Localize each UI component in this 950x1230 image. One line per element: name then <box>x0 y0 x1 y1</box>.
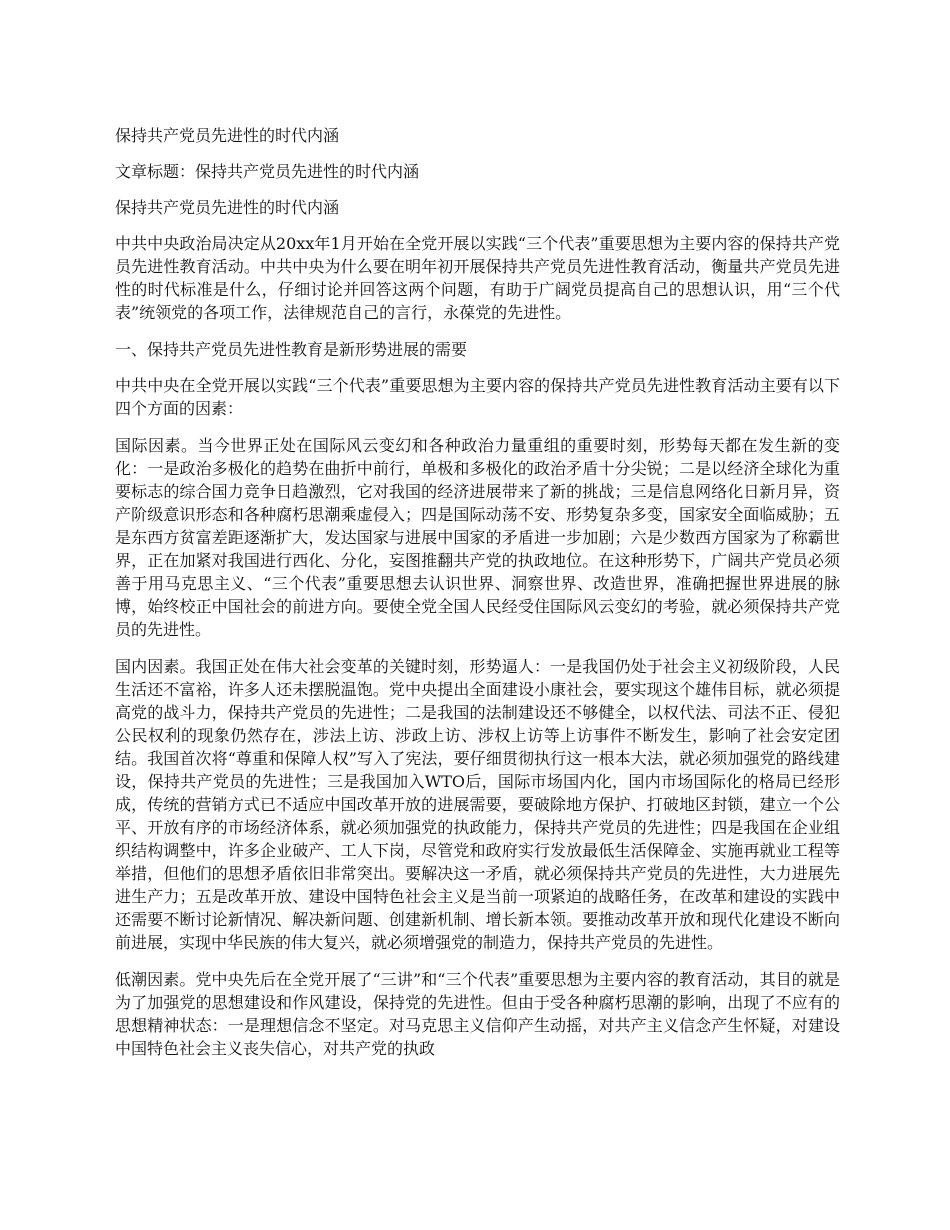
document-title: 保持共产党员先进性的时代内涵 <box>115 126 340 145</box>
paragraph-international: 国际因素。当今世界正处在国际风云变幻和各种政治力量重组的重要时刻，形势每天都在发生新的变化：一是政治多极化的趋势在曲折中前行，单极和多极化的政治矛盾十分尖锐；二是以经济全球化为重要标志的综合国力竞争日趋激烈，它对我国的经济进展带来了新的挑战；三是信息网络化日新月异，资产阶级意识形态和各种腐朽思潮乘虚侵入；四是国际动荡不安、形势复杂多变，国家安全面临威胁；五是东西方贫富差距逐渐扩大，发达国家与进展中国家的矛盾进一步加剧；六是少数西方国家为了称霸世界，正在加紧对我国进行西化、分化，妄图推翻共产党的执政地位。在这种形势下，广阔共产党员必须善于用马克思主义、“三个代表”重要思想去认识世界、洞察世界、改造世界，准确把握世界进展的脉博，始终校正中国社会的前进方向。要使全党全国人民经受住国际风云变幻的考验，就必须保持共产党员的先进性。 <box>115 436 840 639</box>
document-page <box>115 124 840 1074</box>
paragraph-intro: 中共中央政治局决定从20xx年1月开始在全党开展以实践“三个代表”重要思想为主要内容的保持共产党员先进性教育活动。中共中央为什么要在明年初开展保持共产党员先进性教育活动，衡量共产党员先进性的时代标准是什么，仔细讨论并回答这两个问题，有助于广阔党员提高自己的思想认识，用“三个代表”统领党的各项工作，法律规范自己的言行，永葆党的先进性。 <box>115 234 840 322</box>
paragraph-low-tide: 低潮因素。党中央先后在全党开展了“三讲”和“三个代表”重要思想为主要内容的教育活动，其目的就是为了加强党的思想建设和作风建设，保持党的先进性。但由于受各种腐朽思潮的影响，出现了不应有的思想精神状态：一是理想信念不坚定。对马克思主义信仰产生动摇，对共产主义信念产生怀疑，对建设中国特色社会主义丧失信心，对共产党的执政 <box>115 970 840 1058</box>
article-title: 文章标题：保持共产党员先进性的时代内涵 <box>115 162 420 181</box>
document-subtitle: 保持共产党员先进性的时代内涵 <box>115 198 340 217</box>
paragraph-factors-intro: 中共中央在全党开展以实践“三个代表”重要思想为主要内容的保持共产党员先进性教育活动主要有以下四个方面的因素： <box>115 376 840 418</box>
paragraph-domestic: 国内因素。我国正处在伟大社会变革的关键时刻，形势逼人：一是我国仍处于社会主义初级阶段，人民生活还不富裕，许多人还未摆脱温饱。党中央提出全面建设小康社会，要实现这个雄伟目标，就必须提高党的战斗力，保持共产党员的先进性；二是我国的法制建设还不够健全，以权代法、司法不正、侵犯公民权利的现象仍然存在，涉法上访、涉政上访、涉权上访等上访事件不断发生，影响了社会安定团结。我国首次将“尊重和保障人权”写入了宪法，要仔细贯彻执行这一根本大法，就必须加强党的路线建设，保持共产党员的先进性；三是我国加入WTO后，国际市场国内化，国内市场国际化的格局已经形成，传统的营销方式已不适应中国改革开放的进展需要，要破除地方保护、打破地区封锁，建立一个公平、开放有序的市场经济体系，就必须加强党的执政能力，保持共产党员的先进性；四是我国在企业组织结构调整中，许多企业破产、工人下岗，尽管党和政府实行发放最低生活保障金、实施再就业工程等举措，但他们的思想矛盾依旧非常突出。要解决这一矛盾，就必须保持共产党员的先进性，大力进展先进生产力；五是改革开放、建设中国特色社会主义是当前一项紧迫的战略任务，在改革和建设的实践中还需要不断讨论新情况、解决新问题、创建新机制、增长新本领。要推动改革开放和现代化建设不断向前进展，实现中华民族的伟大复兴，就必须增强党的制造力，保持共产党员的先进性。 <box>115 657 840 952</box>
section-heading: 一、保持共产党员先进性教育是新形势进展的需要 <box>115 340 468 359</box>
